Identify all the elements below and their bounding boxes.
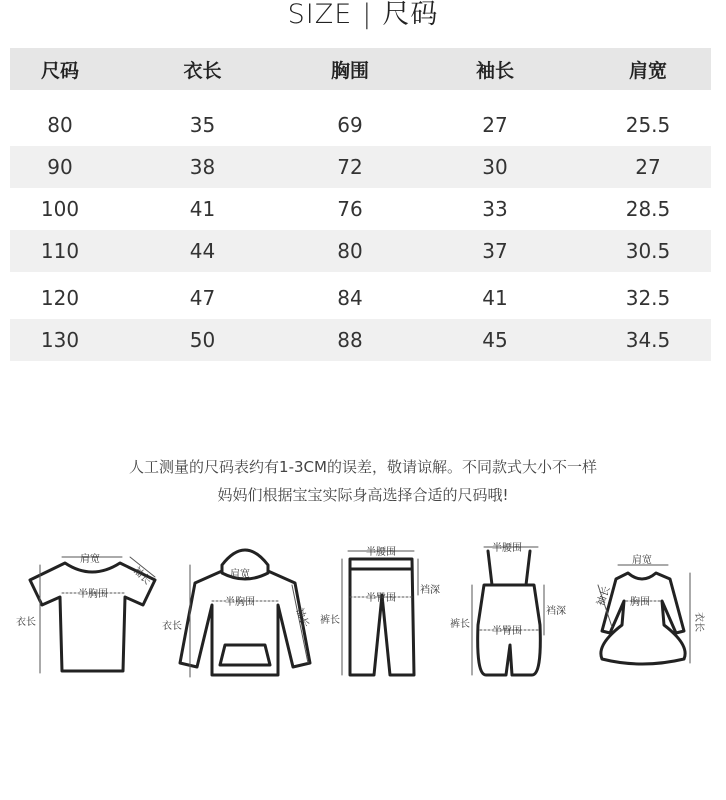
cell-shoulder: 27: [635, 155, 661, 179]
pants-waist-label: 半腰围: [366, 547, 396, 558]
table-row: [10, 146, 711, 188]
dress-length-label: 衣长: [693, 612, 704, 632]
cell-sleeve: 33: [482, 197, 508, 221]
header-chest: 胸围: [330, 59, 369, 82]
table-row: [10, 277, 711, 319]
cell-length: 44: [189, 239, 216, 263]
cell-chest: 69: [337, 113, 363, 137]
table-row: [10, 188, 711, 230]
measurement-diagrams: [0, 535, 726, 695]
cell-length: 47: [189, 286, 216, 310]
pants-hip-label: 半臀围: [366, 593, 396, 604]
cell-sleeve: 37: [482, 239, 508, 263]
cell-shoulder: 34.5: [625, 328, 671, 352]
cell-length: 35: [189, 113, 216, 137]
cell-shoulder: 25.5: [625, 113, 671, 137]
hoodie-diagram: [162, 550, 312, 677]
cell-length: 41: [189, 197, 216, 221]
pants-rise-label: 裆深: [420, 585, 440, 596]
cell-chest: 72: [337, 155, 363, 179]
overalls-rise-label: 裆深: [546, 606, 566, 617]
cell-size: 110: [40, 239, 80, 263]
cell-sleeve: 41: [482, 286, 508, 310]
note-line-1: 人工测量的尺码表约有1-3CM的误差，敬请谅解。不同款式大小不一样: [129, 458, 597, 476]
cell-shoulder: 32.5: [625, 286, 671, 310]
pants-diagram: [320, 545, 440, 675]
tshirt-length-label: 衣长: [16, 617, 36, 628]
title-size: SIZE: [287, 0, 353, 30]
cell-size: 80: [47, 113, 73, 137]
overalls-hip-label: 半臀围: [492, 626, 522, 637]
header-size: 尺码: [40, 59, 79, 82]
cell-length: 50: [189, 328, 216, 352]
tshirt-sleeve-label: 袖长: [130, 565, 153, 588]
table-row: [10, 230, 711, 272]
cell-sleeve: 45: [482, 328, 508, 352]
tshirt-top-label: 肩宽: [80, 554, 100, 565]
table-header: [10, 48, 711, 90]
cell-size: 120: [40, 286, 80, 310]
overalls-diagram: [450, 541, 566, 675]
cell-length: 38: [189, 155, 216, 179]
table-row: [10, 104, 711, 146]
hoodie-chest-label: 半胸围: [225, 597, 255, 608]
title-chima: 尺码: [382, 0, 439, 30]
size-table: [10, 48, 711, 361]
dress-chest-label: 胸围: [630, 597, 650, 608]
header-length: 衣长: [183, 59, 222, 82]
cell-size: 90: [47, 155, 73, 179]
dress-diagram: [594, 553, 706, 664]
tshirt-diagram: [16, 552, 155, 673]
diagrams-svg: [0, 535, 726, 695]
overalls-length-label: 裤长: [450, 619, 470, 630]
cell-sleeve: 30: [482, 155, 508, 179]
header-shoulder: 肩宽: [628, 59, 667, 82]
page-title: [0, 0, 726, 30]
cell-size: 100: [40, 197, 80, 221]
hoodie-top-label: 肩宽: [230, 569, 250, 580]
hoodie-sleeve-label: 袖长: [293, 606, 311, 630]
cell-chest: 84: [337, 286, 363, 310]
dress-sleeve-label: 袖长: [595, 585, 613, 608]
table-row: [10, 319, 711, 361]
note-line-2: 妈妈们根据宝宝实际身高选择合适的尺码哦!: [217, 486, 509, 504]
hoodie-length-label: 衣长: [162, 621, 182, 632]
dress-top-label: 肩宽: [632, 555, 652, 566]
pants-length-label: 裤长: [320, 615, 340, 626]
title-separator: |: [362, 0, 373, 30]
cell-sleeve: 27: [482, 113, 508, 137]
header-sleeve: 袖长: [475, 59, 514, 82]
overalls-waist-label: 半腰围: [492, 543, 522, 554]
cell-shoulder: 30.5: [625, 239, 671, 263]
cell-size: 130: [40, 328, 80, 352]
tshirt-chest-label: 半胸围: [78, 589, 108, 600]
cell-chest: 80: [337, 239, 363, 263]
cell-chest: 88: [337, 328, 363, 352]
cell-shoulder: 28.5: [625, 197, 671, 221]
cell-chest: 76: [337, 197, 363, 221]
measurement-note: [0, 453, 726, 509]
